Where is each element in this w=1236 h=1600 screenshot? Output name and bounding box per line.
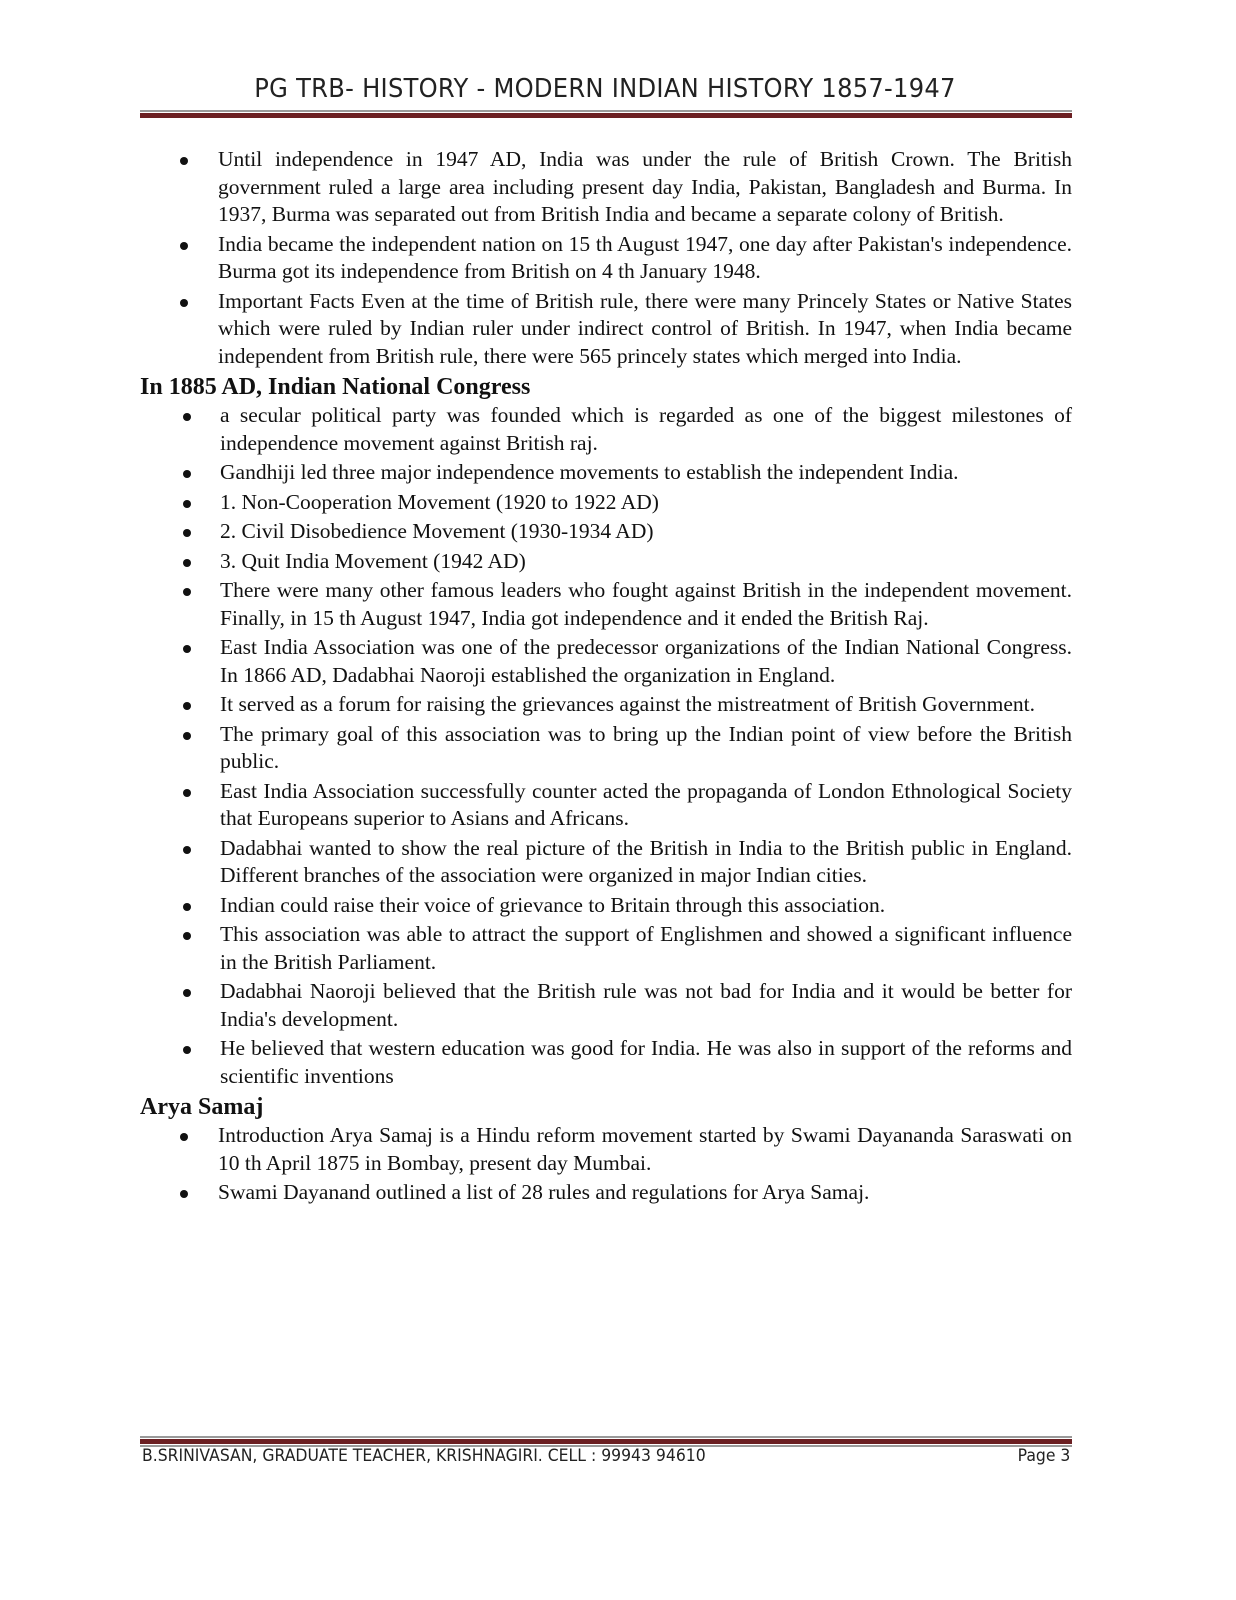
list-item: Dadabhai wanted to show the real picture of the British in India to the British public in England. Different branches of the association were organized in major Indian cities.	[140, 835, 1072, 890]
list-item: a secular political party was founded which is regarded as one of the biggest milestones of independence movement against British raj.	[140, 402, 1072, 457]
bullet-icon	[183, 903, 191, 911]
list-item: Indian could raise their voice of grievance to Britain through this association.	[140, 892, 1072, 920]
list-item: India became the independent nation on 15 th August 1947, one day after Pakistan's independence. Burma got its independence from British on 4 th January 1948.	[140, 231, 1072, 286]
list-item: 3. Quit India Movement (1942 AD)	[140, 548, 1072, 576]
page-number: Page 3	[1017, 1446, 1070, 1466]
bullet-icon	[180, 242, 188, 250]
list-item: Swami Dayanand outlined a list of 28 rules and regulations for Arya Samaj.	[140, 1179, 1072, 1207]
list-item: Gandhiji led three major independence movements to establish the independent India.	[140, 459, 1072, 487]
bullet-icon	[180, 157, 188, 165]
header-divider	[140, 110, 1072, 118]
arya-samaj-bullet-list	[140, 1122, 1072, 1207]
bullet-icon	[183, 470, 191, 478]
congress-bullet-list	[140, 402, 1072, 1090]
section-heading-arya-samaj: Arya Samaj	[140, 1094, 264, 1120]
list-item: Until independence in 1947 AD, India was under the rule of British Crown. The British government ruled a large area including present day India, Pakistan, Bangladesh and Burma. In 1937, Burma was separated out from British India and became a separate colony of British.	[140, 146, 1072, 229]
bullet-icon	[183, 588, 191, 596]
bullet-icon	[183, 413, 191, 421]
bullet-icon	[183, 559, 191, 567]
list-item: East India Association successfully counter acted the propaganda of London Ethnological Society that Europeans superior to Asians and Africans.	[140, 778, 1072, 833]
bullet-icon	[183, 702, 191, 710]
list-item: 1. Non-Cooperation Movement (1920 to 1922 AD)	[140, 489, 1072, 517]
list-item: The primary goal of this association was to bring up the Indian point of view before the British public.	[140, 721, 1072, 776]
list-item: 2. Civil Disobedience Movement (1930-1934 AD)	[140, 518, 1072, 546]
intro-bullet-list	[140, 146, 1072, 370]
list-item: This association was able to attract the support of Englishmen and showed a significant influence in the British Parliament.	[140, 921, 1072, 976]
bullet-icon	[180, 1133, 188, 1141]
bullet-icon	[183, 846, 191, 854]
bullet-icon	[183, 500, 191, 508]
bullet-icon	[183, 989, 191, 997]
list-item: He believed that western education was good for India. He was also in support of the reforms and scientific inventions	[140, 1035, 1072, 1090]
bullet-icon	[180, 299, 188, 307]
list-item: It served as a forum for raising the grievances against the mistreatment of British Government.	[140, 691, 1072, 719]
page-header-title: PG TRB- HISTORY - MODERN INDIAN HISTORY 1857-1947	[254, 74, 956, 104]
bullet-icon	[183, 789, 191, 797]
bullet-icon	[183, 1046, 191, 1054]
footer-author: B.SRINIVASAN, GRADUATE TEACHER, KRISHNAGIRI. CELL : 99943 94610	[142, 1446, 706, 1466]
bullet-icon	[183, 645, 191, 653]
list-item: East India Association was one of the predecessor organizations of the Indian National Congress. In 1866 AD, Dadabhai Naoroji established the organization in England.	[140, 634, 1072, 689]
bullet-icon	[183, 529, 191, 537]
list-item: There were many other famous leaders who fought against British in the independent movement. Finally, in 15 th August 1947, India got independence and it ended the British Raj.	[140, 577, 1072, 632]
page-content	[140, 146, 1072, 1209]
list-item: Important Facts Even at the time of British rule, there were many Princely States or Native States which were ruled by Indian ruler under indirect control of British. In 1947, when India became independent from British rule, there were 565 princely states which merged into India.	[140, 288, 1072, 371]
section-heading-congress: In 1885 AD, Indian National Congress	[140, 374, 531, 400]
list-item: Introduction Arya Samaj is a Hindu reform movement started by Swami Dayananda Saraswati on 10 th April 1875 in Bombay, present day Mumbai.	[140, 1122, 1072, 1177]
bullet-icon	[183, 732, 191, 740]
list-item: Dadabhai Naoroji believed that the British rule was not bad for India and it would be better for India's development.	[140, 978, 1072, 1033]
bullet-icon	[180, 1190, 188, 1198]
bullet-icon	[183, 932, 191, 940]
